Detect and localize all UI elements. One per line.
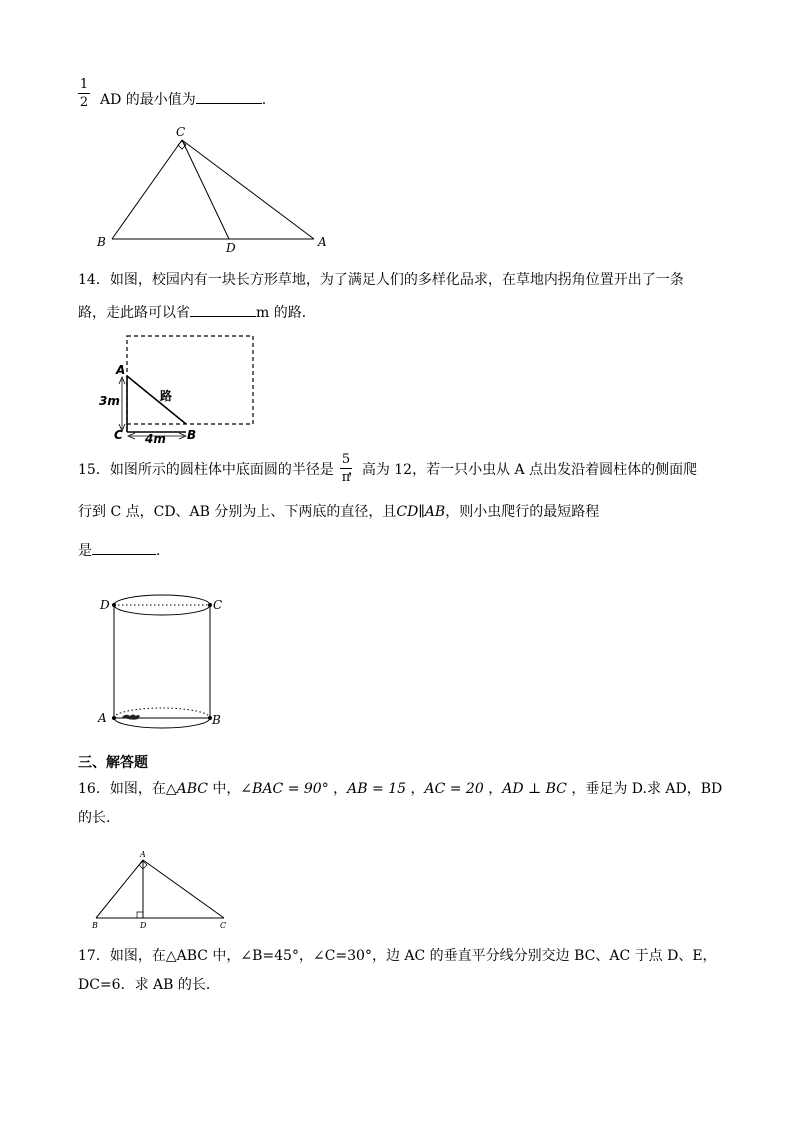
q13-text: AD 的最小值为 [100,92,196,108]
q15-line-3 [78,540,170,560]
q16-label-d: D [140,921,147,930]
q15-frac-bar [340,468,352,469]
q16-side-ac [143,860,224,918]
q13-frac-numerator: 1 [79,77,89,92]
q13-label-c: C [176,125,186,139]
q16-line-1 [78,780,722,798]
q16-math-ac: AC = 20 [424,781,484,797]
q13-side-ca [182,140,314,239]
q15-label-b: B [212,713,221,727]
q14-label-c: C [114,428,123,442]
q16-sep-3: ， [483,781,503,797]
q16-math-triangle: △ABC [165,781,208,797]
q15-point-d [112,603,116,607]
q14-road-ab [127,376,186,424]
q13-label-b: B [97,235,106,249]
q16-triangle-diagram [86,848,236,932]
q14-label-a: A [116,363,126,377]
q15-label-a: A [98,711,107,725]
q13-fraction [78,77,90,110]
q13-end: . [261,92,267,108]
q13-text-line [100,89,266,109]
q15-answer-blank[interactable] [92,540,156,555]
q16-math-ab: AB = 15 [347,781,407,797]
q16-label-c: C [220,921,227,930]
q15-point-c [208,603,212,607]
q16-line-2: 的长. [78,810,111,826]
q15-line-1 [78,461,697,479]
q15-bottom-ellipse-front [114,718,210,728]
q13-side-cb [112,140,182,239]
q13-answer-blank[interactable] [196,89,262,104]
q16-line-1-pre: 16．如图，在 [78,781,166,797]
q13-label-d: D [226,241,236,254]
q16-right-angle-d [137,912,143,918]
q15-frac-denominator: π [341,470,351,485]
q15-top-ellipse-back [114,595,210,605]
q14-line-2 [78,302,316,322]
q16-label-b: B [92,921,98,930]
q16-sep-1: ， [328,781,348,797]
q14-label-road: 路 [160,389,173,403]
q14-line-1: 14．如图，校园内有一块长方形草地，为了满足人们的多样化品求，在草地内拐角位置开出了一条 [78,272,684,288]
q13-label-a: A [318,235,327,249]
q15-line-1-post: ，高为 12，若一只小虫从 A 点出发沿着圆柱体的侧面爬 [347,462,698,478]
q15-cylinder-diagram [92,578,232,736]
section-3-title: 三、解答题 [78,755,148,771]
q14-label-4m: 4m [145,432,166,444]
q16-label-a: A [140,850,146,859]
q13-triangle-diagram [90,122,340,254]
q16-line-1-post: ，垂足为 D.求 AD，BD [566,781,723,797]
q17-line-2: DC=6．求 AB 的长． [78,977,220,993]
q14-lawn-dashed-rect [127,336,253,424]
q15-label-d: D [100,598,110,612]
q15-line-2-pre: 行到 C 点，CD、AB 分别为上、下两底的直径，且 [78,504,397,520]
q16-math-perp: AD ⊥ BC [502,781,567,797]
q14-label-3m: 3m [99,394,120,408]
q15-line-2-post: ，则小虫爬行的最短路程 [445,504,600,520]
q14-line-2-post: m 的路． [256,305,316,321]
q17-line-1: 17．如图，在△ABC 中，∠B=45°，∠C=30°，边 AC 的垂直平分线分别交边 BC、AC 于点 D、E， [78,948,717,964]
q13-frac-denominator: 2 [79,95,89,110]
q15-label-c: C [213,598,223,612]
q15-line-3-pre: 是 [78,543,92,559]
q15-top-ellipse-front [114,605,210,615]
q16-mid-1: 中， [207,781,241,797]
q15-point-a [112,716,116,720]
q13-segment-cd [182,140,229,239]
q14-lawn-diagram [96,332,266,444]
q15-line-2 [78,503,599,521]
q13-frac-bar [78,93,90,94]
q15-line-1-pre: 15．如图所示的圆柱体中底面圆的半径是 [78,462,334,478]
q15-line-3-post: ． [156,543,170,559]
q15-math-cd-parallel-ab: CD∥AB [396,504,446,520]
q15-frac-numerator: 5 [341,452,351,467]
q14-label-b: B [187,428,197,442]
q14-line-2-pre: 路，走此路可以省 [78,305,190,321]
q14-answer-blank[interactable] [190,302,256,317]
q16-sep-2: ， [406,781,425,797]
q16-side-ab [96,860,143,918]
q15-bug-icon [122,715,140,720]
q15-fraction [340,452,352,485]
q16-math-angle: ∠BAC = 90° [240,781,329,797]
